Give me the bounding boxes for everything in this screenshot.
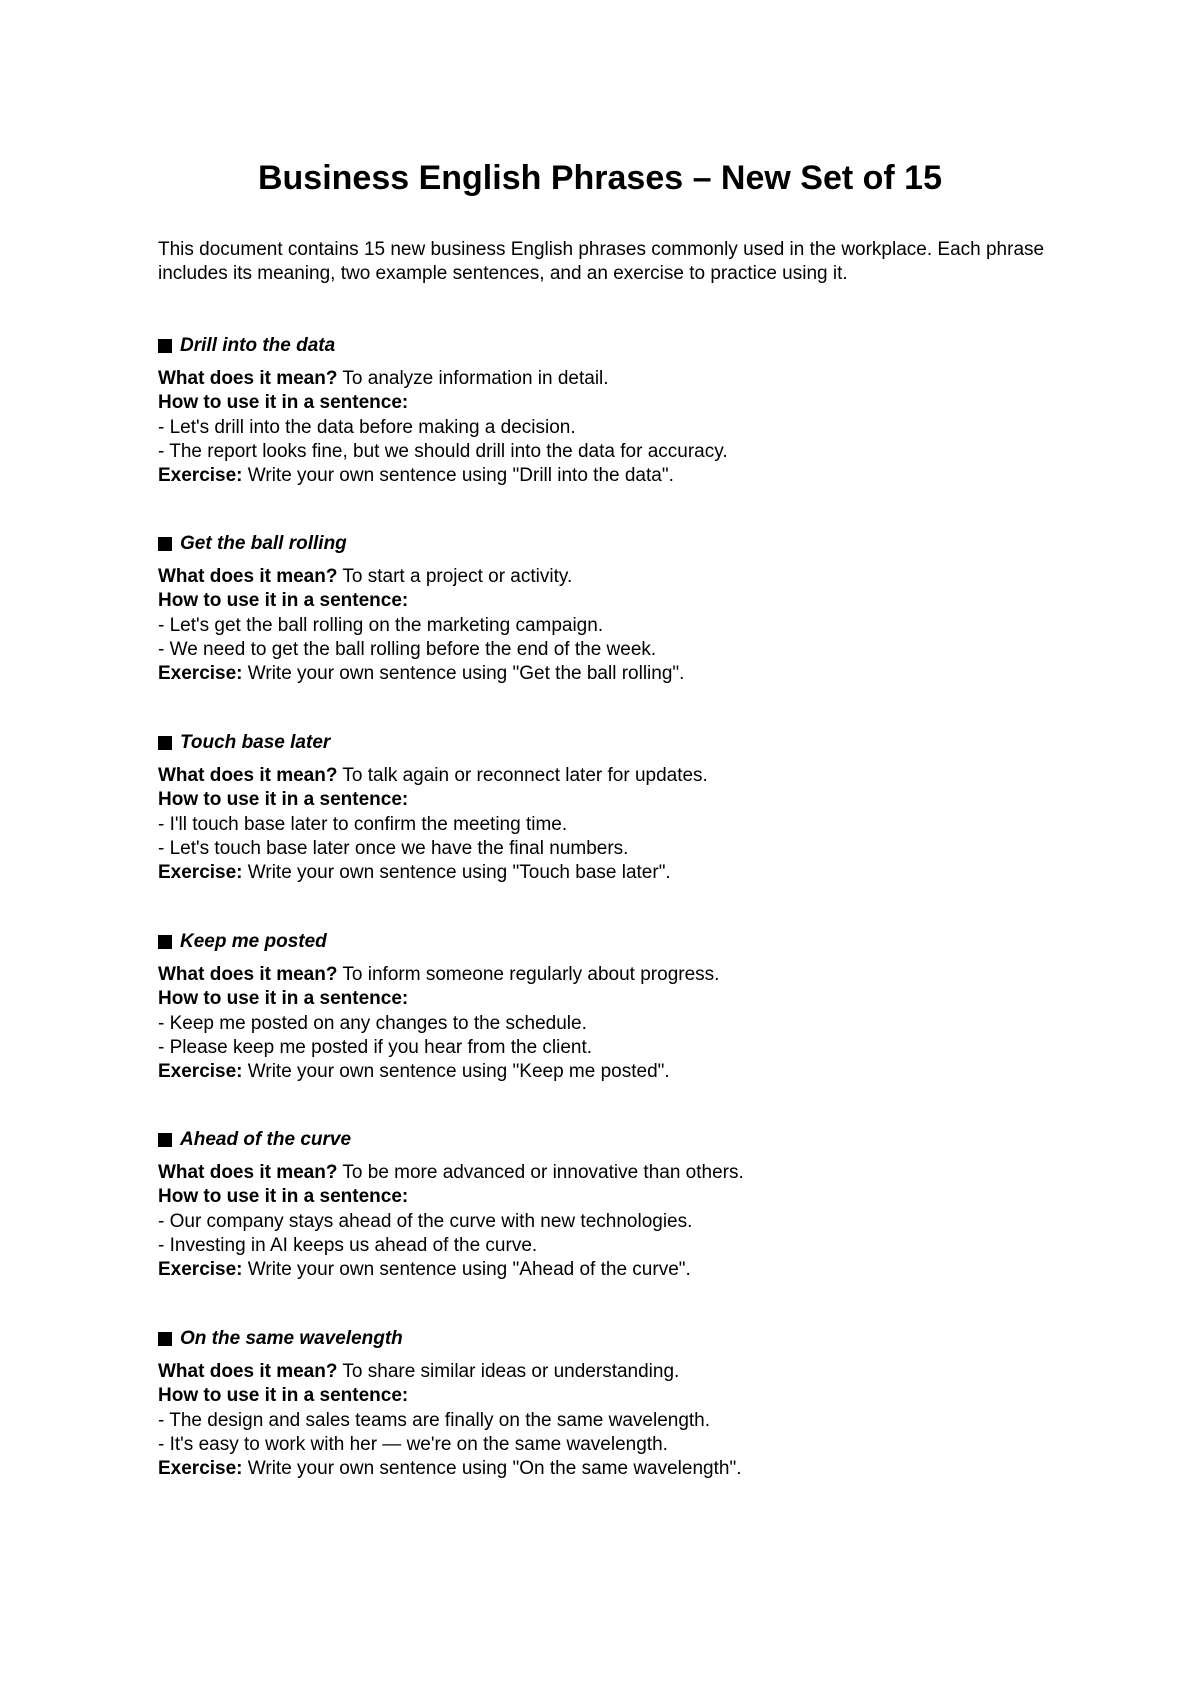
example-sentence: - Investing in AI keeps us ahead of the curve.: [158, 1234, 538, 1256]
usage-label: How to use it in a sentence:: [158, 988, 409, 1010]
usage-label: How to use it in a sentence:: [158, 789, 409, 811]
exercise-line: [158, 1258, 1058, 1282]
meaning-label: What does it mean?: [158, 1162, 338, 1183]
meaning-label: What does it mean?: [158, 964, 338, 985]
exercise-line: [158, 1457, 1058, 1481]
meaning-text: To analyze information in detail.: [342, 368, 609, 389]
meaning-line: [158, 1360, 1058, 1384]
meaning-label: What does it mean?: [158, 765, 338, 786]
phrase-heading: Touch base later: [180, 732, 331, 753]
meaning-label: What does it mean?: [158, 566, 338, 587]
exercise-text: Write your own sentence using "Drill into the data".: [247, 465, 674, 487]
example-sentence: - Let's touch base later once we have the final numbers.: [158, 837, 629, 859]
exercise-label: Exercise:: [158, 1061, 243, 1083]
meaning-line: [158, 764, 1058, 788]
example-sentence: - Keep me posted on any changes to the schedule.: [158, 1012, 587, 1034]
phrase-section: [158, 531, 1058, 686]
example-sentence: - I'll touch base later to confirm the meeting time.: [158, 813, 568, 835]
square-bullet-icon: [158, 537, 172, 551]
meaning-line: [158, 367, 1058, 391]
phrase-heading: Keep me posted: [180, 931, 327, 952]
example-sentence: - We need to get the ball rolling before the end of the week.: [158, 638, 657, 660]
phrase-section: [158, 730, 1058, 885]
square-bullet-icon: [158, 736, 172, 750]
usage-label: How to use it in a sentence:: [158, 392, 409, 414]
example-sentence: - The design and sales teams are finally on the same wavelength.: [158, 1409, 711, 1431]
square-bullet-icon: [158, 935, 172, 949]
usage-label: How to use it in a sentence:: [158, 1385, 409, 1407]
exercise-text: Write your own sentence using "Ahead of the curve".: [247, 1259, 691, 1281]
example-sentence: - Let's drill into the data before making a decision.: [158, 416, 576, 438]
square-bullet-icon: [158, 1133, 172, 1147]
usage-label: How to use it in a sentence:: [158, 1186, 409, 1208]
meaning-text: To start a project or activity.: [342, 566, 573, 587]
meaning-label: What does it mean?: [158, 1361, 338, 1382]
example-sentence: - The report looks fine, but we should drill into the data for accuracy.: [158, 440, 728, 462]
exercise-line: [158, 464, 1058, 488]
meaning-text: To inform someone regularly about progress.: [342, 964, 720, 985]
meaning-text: To be more advanced or innovative than others.: [342, 1162, 744, 1183]
square-bullet-icon: [158, 1332, 172, 1346]
exercise-text: Write your own sentence using "Touch base later".: [247, 862, 671, 884]
intro-paragraph: This document contains 15 new business English phrases commonly used in the workplace. Each phrase includes its meaning, two example sentences, and an exercise to practice using it.: [158, 239, 1045, 284]
meaning-line: [158, 963, 1058, 987]
meaning-text: To share similar ideas or understanding.: [342, 1361, 680, 1382]
exercise-line: [158, 861, 1058, 885]
exercise-text: Write your own sentence using "Get the ball rolling".: [247, 663, 685, 685]
exercise-label: Exercise:: [158, 1458, 243, 1480]
meaning-line: [158, 1161, 1058, 1185]
exercise-label: Exercise:: [158, 663, 243, 685]
example-sentence: - Let's get the ball rolling on the marketing campaign.: [158, 614, 604, 636]
square-bullet-icon: [158, 339, 172, 353]
meaning-label: What does it mean?: [158, 368, 338, 389]
meaning-line: [158, 565, 1058, 589]
exercise-label: Exercise:: [158, 862, 243, 884]
usage-label: How to use it in a sentence:: [158, 590, 409, 612]
example-sentence: - Our company stays ahead of the curve with new technologies.: [158, 1210, 693, 1232]
page-title: Business English Phrases – New Set of 15: [257, 159, 943, 197]
example-sentence: - Please keep me posted if you hear from the client.: [158, 1036, 593, 1058]
phrase-heading: Ahead of the curve: [180, 1129, 352, 1150]
exercise-line: [158, 1060, 1058, 1084]
phrase-heading: On the same wavelength: [180, 1328, 403, 1349]
phrase-section: [158, 929, 1058, 1084]
phrase-heading: Drill into the data: [180, 335, 336, 356]
phrase-section: [158, 1127, 1058, 1282]
exercise-label: Exercise:: [158, 1259, 243, 1281]
exercise-text: Write your own sentence using "Keep me posted".: [247, 1061, 670, 1083]
exercise-line: [158, 662, 1058, 686]
exercise-text: Write your own sentence using "On the same wavelength".: [247, 1458, 742, 1480]
phrase-section: [158, 333, 1058, 488]
meaning-text: To talk again or reconnect later for updates.: [342, 765, 708, 786]
exercise-label: Exercise:: [158, 465, 243, 487]
phrase-section: [158, 1326, 1058, 1481]
example-sentence: - It's easy to work with her — we're on the same wavelength.: [158, 1433, 668, 1455]
phrase-heading: Get the ball rolling: [180, 533, 347, 554]
